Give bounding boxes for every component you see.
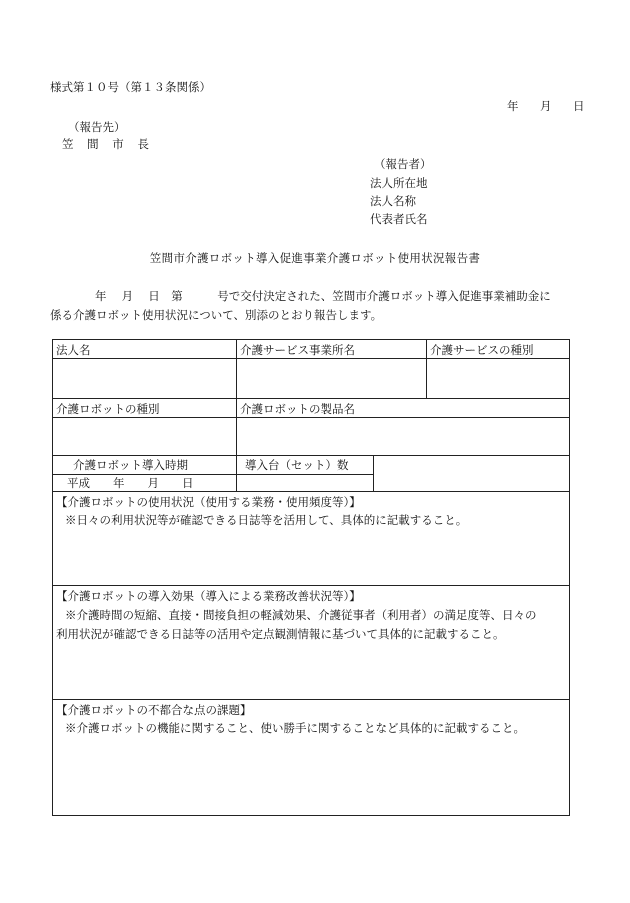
rule-usage-bottom <box>53 585 569 586</box>
intro-period-label: 介護ロボット導入時期 <box>73 458 188 472</box>
rule-col-1 <box>236 340 237 491</box>
office-name-label: 介護サービス事業所名 <box>240 343 355 357</box>
rule-row2-header <box>53 417 569 418</box>
rule-col-count <box>373 455 374 491</box>
rule-row1-header <box>53 358 569 359</box>
unit-count-label: 導入台（セット）数 <box>245 458 349 472</box>
issues-note: ※介護ロボットの機能に関すること、使い勝手に関することなど具体的に記載すること。 <box>65 721 525 735</box>
usage-title: 【介護ロボットの使用状況（使用する業務・使用頻度等）】 <box>56 495 361 509</box>
rule-row3-mid <box>53 474 373 475</box>
intro-date: 平成 年 月 日 <box>67 476 194 490</box>
reporter-rep-name-label: 代表者氏名 <box>370 212 428 226</box>
rule-col-2 <box>426 340 427 398</box>
reporter-address-label: 法人所在地 <box>370 176 428 190</box>
rule-row3-bottom <box>53 491 569 492</box>
document-title: 笠間市介護ロボット導入促進事業介護ロボット使用状況報告書 <box>149 251 481 265</box>
mayor: 笠 間 市 長 <box>62 137 154 151</box>
report-table <box>52 339 570 816</box>
effect-title: 【介護ロボットの導入効果（導入による業務改善状況等）】 <box>56 589 361 603</box>
rule-effect-bottom <box>53 699 569 700</box>
effect-note-1: ※介護時間の短縮、直接・間接負担の軽減効果、介護従事者（利用者）の満足度等、日々の <box>65 608 537 622</box>
service-type-label: 介護サービスの種別 <box>430 343 534 357</box>
effect-note-2: 利用状況が確認できる日誌等の活用や定点観測情報に基づいて具体的に記載すること。 <box>56 627 505 641</box>
rule-row1-bottom <box>53 398 569 399</box>
reporter-corp-name-label: 法人名称 <box>370 194 416 208</box>
robot-type-label: 介護ロボットの種別 <box>56 402 160 416</box>
usage-note: ※日々の利用状況等が確認できる日誌等を活用して、具体的に記載すること。 <box>65 513 468 527</box>
report-to-label: （報告先） <box>68 120 126 134</box>
rule-row2-bottom <box>53 455 569 456</box>
intro-line-1: 年 月 日 第 号で交付決定された、笠間市介護ロボット導入促進事業補助金に <box>95 289 551 303</box>
form-number: 様式第１０号（第１３条関係） <box>50 80 211 94</box>
product-name-label: 介護ロボットの製品名 <box>240 402 355 416</box>
reporter-label: （報告者） <box>374 157 432 171</box>
date-line: 年 月 日 <box>507 99 590 113</box>
issues-title: 【介護ロボットの不都合な点の課題】 <box>56 703 252 717</box>
intro-line-2: 係る介護ロボット使用状況について、別添のとおり報告します。 <box>50 308 383 322</box>
corp-name-label: 法人名 <box>56 343 91 357</box>
